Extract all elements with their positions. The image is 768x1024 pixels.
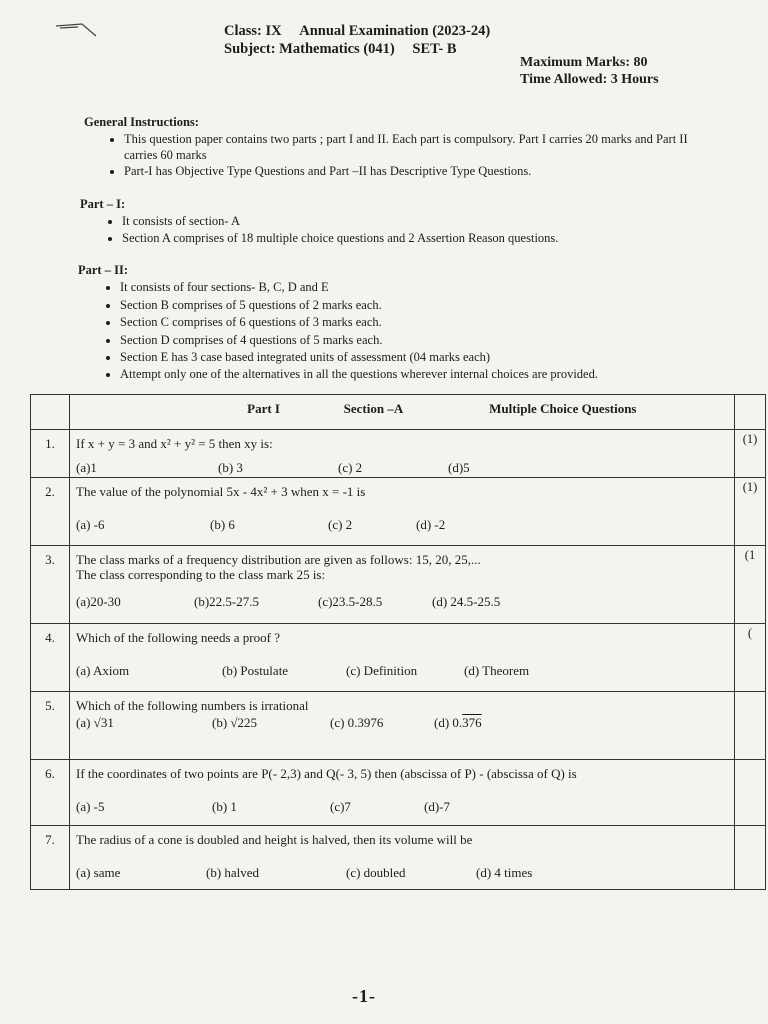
- option-c: (c)7: [330, 799, 351, 814]
- instructions-heading: General Instructions:: [84, 115, 199, 129]
- question-text: If x + y = 3 and x² + y² = 5 then xy is:: [76, 436, 273, 451]
- question-row: [31, 760, 766, 826]
- option-b: (b) 6: [210, 517, 235, 532]
- option-d: [434, 715, 482, 731]
- option-d: (d) -2: [416, 517, 446, 532]
- page-number: -1-: [352, 986, 376, 1006]
- set-label: SET- B: [412, 41, 457, 57]
- option-d: (d) 24.5-25.5: [432, 594, 501, 609]
- question-row: [31, 692, 766, 760]
- part-1-item: • Section A comprises of 18 multiple choice questions and 2 Assertion Reason questions.: [122, 230, 700, 247]
- part-2-item: • Section C comprises of 6 questions of 3 marks each.: [120, 314, 718, 331]
- option-c: (c) doubled: [346, 865, 406, 880]
- pen-scribble-mark: [52, 18, 102, 40]
- exam-title: Annual Examination (2023-24): [299, 23, 491, 39]
- question-number: 1.: [31, 430, 70, 478]
- option-b: (b)22.5-27.5: [194, 594, 259, 609]
- question-number: 4.: [31, 624, 70, 692]
- part-1-heading: Part – I:: [80, 197, 126, 211]
- max-marks: Maximum Marks: 80: [520, 55, 648, 70]
- general-instructions: [84, 114, 704, 179]
- part-2-item: • It consists of four sections- B, C, D and E: [120, 279, 718, 296]
- option-a: (a) √31: [76, 715, 114, 730]
- option-c: (c) Definition: [346, 663, 418, 678]
- option-c: (c) 2: [338, 460, 363, 475]
- part-1-item: • It consists of section- A: [122, 213, 700, 230]
- question-text-line2: The class corresponding to the class mark 25 is:: [76, 567, 326, 582]
- exam-header: [224, 22, 490, 58]
- option-d-prefix: (d) 0.: [434, 715, 463, 730]
- part-2-item: • Section B comprises of 5 questions of 2 marks each.: [120, 297, 718, 314]
- option-b: (b) 3: [218, 460, 243, 475]
- option-b: (b) √225: [212, 715, 258, 730]
- question-marks: (1): [735, 478, 766, 546]
- option-b: (b) Postulate: [222, 663, 289, 678]
- option-d: (d)5: [448, 460, 470, 475]
- option-c: (c) 0.3976: [330, 715, 384, 730]
- option-a: (a) -5: [76, 799, 105, 814]
- part-1-info: [80, 196, 700, 247]
- questions-table: [30, 394, 766, 890]
- part-2-info: [78, 262, 718, 384]
- option-c: (c) 2: [328, 517, 353, 532]
- option-a: (a) -6: [76, 517, 105, 532]
- question-number: 5.: [31, 692, 70, 760]
- instruction-item: • This question paper contains two parts ; part I and II. Each part is compulsory. Part I carries 20 marks and Part II carries 60 marks: [124, 131, 704, 163]
- marks-block: [520, 54, 659, 88]
- part-2-item: • Attempt only one of the alternatives in all the questions wherever internal choices are provided.: [120, 366, 718, 383]
- subject-label: Subject: Mathematics (041): [224, 41, 395, 57]
- table-header-row: [31, 395, 766, 430]
- question-marks: (: [735, 624, 766, 692]
- question-marks: (1: [735, 546, 766, 624]
- section-label: Section –A: [343, 401, 404, 416]
- option-a: (a)20-30: [76, 594, 121, 609]
- option-a: (a)1: [76, 460, 97, 475]
- question-number: 2.: [31, 478, 70, 546]
- question-type-label: Multiple Choice Questions: [489, 401, 637, 416]
- option-a: (a) same: [76, 865, 121, 880]
- question-number: 6.: [31, 760, 70, 826]
- question-text: If the coordinates of two points are P(- 2,3) and Q(- 3, 5) then (abscissa of P) - (abscissa of Q) is: [76, 766, 577, 781]
- option-a: (a) Axiom: [76, 663, 130, 678]
- option-b: (b) halved: [206, 865, 260, 880]
- option-c: (c)23.5-28.5: [318, 594, 383, 609]
- question-text: The class marks of a frequency distribution are given as follows: 15, 20, 25,...: [76, 552, 481, 567]
- option-b: (b) 1: [212, 799, 237, 814]
- option-d: (d)-7: [424, 799, 450, 814]
- class-label: Class: IX: [224, 23, 282, 39]
- question-row: [31, 624, 766, 692]
- question-marks: (1): [735, 430, 766, 478]
- question-marks: [735, 826, 766, 890]
- option-d: (d) 4 times: [476, 865, 533, 880]
- question-row: [31, 430, 766, 478]
- question-text: The value of the polynomial 5x - 4x² + 3 when x = -1 is: [76, 484, 366, 499]
- question-text: Which of the following numbers is irrational: [76, 698, 309, 713]
- question-number: 7.: [31, 826, 70, 890]
- part-2-item: • Section E has 3 case based integrated units of assessment (04 marks each): [120, 349, 718, 366]
- question-row: [31, 826, 766, 890]
- part-2-heading: Part – II:: [78, 263, 128, 277]
- time-allowed: Time Allowed: 3 Hours: [520, 72, 659, 87]
- question-text: The radius of a cone is doubled and height is halved, then its volume will be: [76, 832, 473, 847]
- question-text: Which of the following needs a proof ?: [76, 630, 280, 645]
- question-row: [31, 478, 766, 546]
- part-label: Part I: [247, 401, 280, 416]
- question-marks: [735, 692, 766, 760]
- option-d: (d) Theorem: [464, 663, 530, 678]
- part-2-item: • Section D comprises of 4 questions of 5 marks each.: [120, 332, 718, 349]
- instruction-item: • Part-I has Objective Type Questions and Part –II has Descriptive Type Questions.: [124, 163, 704, 179]
- question-number: 3.: [31, 546, 70, 624]
- option-d-repeating-digits: 376: [462, 715, 482, 730]
- question-marks: [735, 760, 766, 826]
- question-row: [31, 546, 766, 624]
